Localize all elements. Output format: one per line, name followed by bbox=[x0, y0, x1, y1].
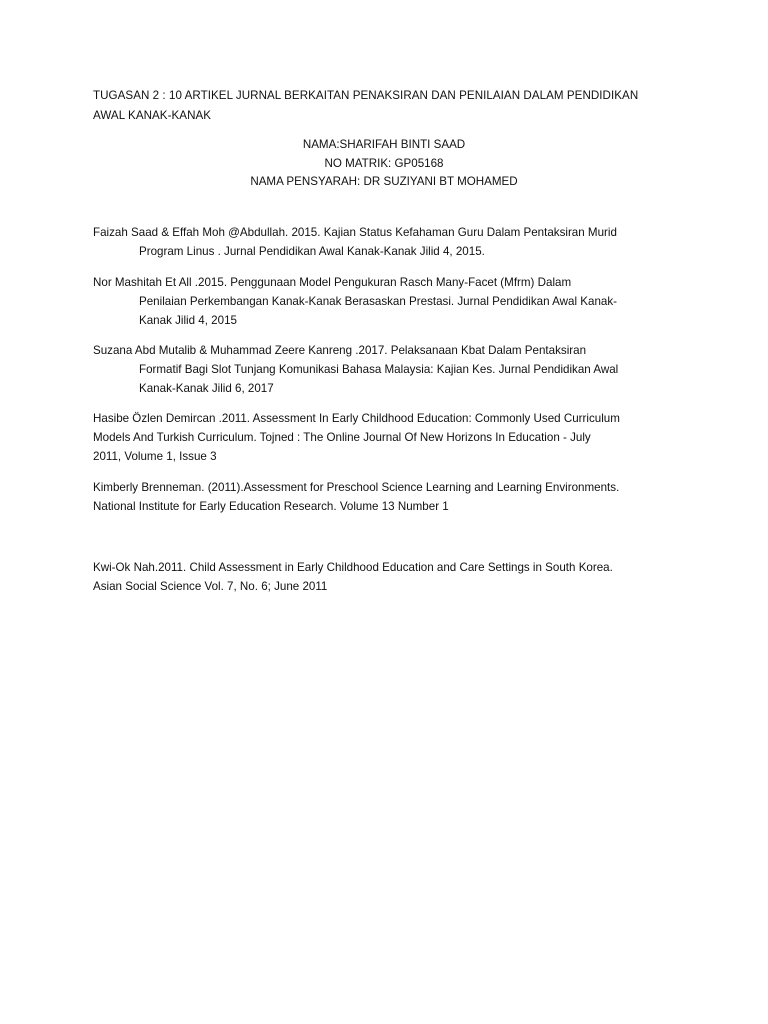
reference-line: 2011, Volume 1, Issue 3 bbox=[93, 450, 217, 463]
assignment-title bbox=[93, 86, 683, 126]
reference-line: Nor Mashitah Et All .2015. Penggunaan Model Pengukuran Rasch Many-Facet (Mfrm) Dalam bbox=[93, 276, 572, 289]
reference-line: Program Linus . Jurnal Pendidikan Awal Kanak-Kanak Jilid 4, 2015. bbox=[139, 245, 485, 258]
reference-line: Kanak-Kanak Jilid 6, 2017 bbox=[139, 382, 274, 395]
lecturer-name: NAMA PENSYARAH: DR SUZIYANI BT MOHAMED bbox=[250, 175, 518, 188]
reference-line: Asian Social Science Vol. 7, No. 6; June 2011 bbox=[93, 580, 328, 593]
reference-line: Kwi-Ok Nah.2011. Child Assessment in Early Childhood Education and Care Settings in South Korea. bbox=[93, 561, 613, 574]
matric-number: NO MATRIK: GP05168 bbox=[324, 156, 444, 170]
reference-line: Models And Turkish Curriculum. Tojned : The Online Journal Of New Horizons In Education - July bbox=[93, 431, 591, 444]
reference-line: Kimberly Brenneman. (2011).Assessment for Preschool Science Learning and Learning Environments. bbox=[93, 481, 620, 494]
reference-line: Penilaian Perkembangan Kanak-Kanak Berasaskan Prestasi. Jurnal Pendidikan Awal Kanak- bbox=[139, 295, 617, 308]
reference-line: Hasibe Özlen Demircan .2011. Assessment In Early Childhood Education: Commonly Used Curriculum bbox=[93, 412, 620, 425]
student-name: NAMA:SHARIFAH BINTI SAAD bbox=[302, 138, 466, 151]
reference-line: Formatif Bagi Slot Tunjang Komunikasi Bahasa Malaysia: Kajian Kes. Jurnal Pendidikan Awal bbox=[139, 363, 619, 376]
student-info bbox=[93, 136, 675, 192]
reference-item bbox=[93, 409, 693, 466]
reference-item bbox=[93, 558, 693, 596]
reference-line: Kanak Jilid 4, 2015 bbox=[139, 314, 237, 327]
assignment-title-line: TUGASAN 2 : 10 ARTIKEL JURNAL BERKAITAN PENAKSIRAN DAN PENILAIAN DALAM PENDIDIKAN bbox=[93, 89, 639, 102]
reference-item bbox=[93, 478, 693, 516]
reference-line: Faizah Saad & Effah Moh @Abdullah. 2015. Kajian Status Kefahaman Guru Dalam Pentaksiran Murid bbox=[93, 226, 617, 239]
reference-item bbox=[93, 273, 673, 330]
reference-line: Suzana Abd Mutalib & Muhammad Zeere Kanreng .2017. Pelaksanaan Kbat Dalam Pentaksiran bbox=[93, 344, 587, 357]
reference-item bbox=[93, 341, 673, 398]
reference-item bbox=[93, 223, 673, 261]
reference-line: National Institute for Early Education Research. Volume 13 Number 1 bbox=[93, 500, 449, 513]
assignment-title-line: AWAL KANAK-KANAK bbox=[93, 109, 212, 122]
